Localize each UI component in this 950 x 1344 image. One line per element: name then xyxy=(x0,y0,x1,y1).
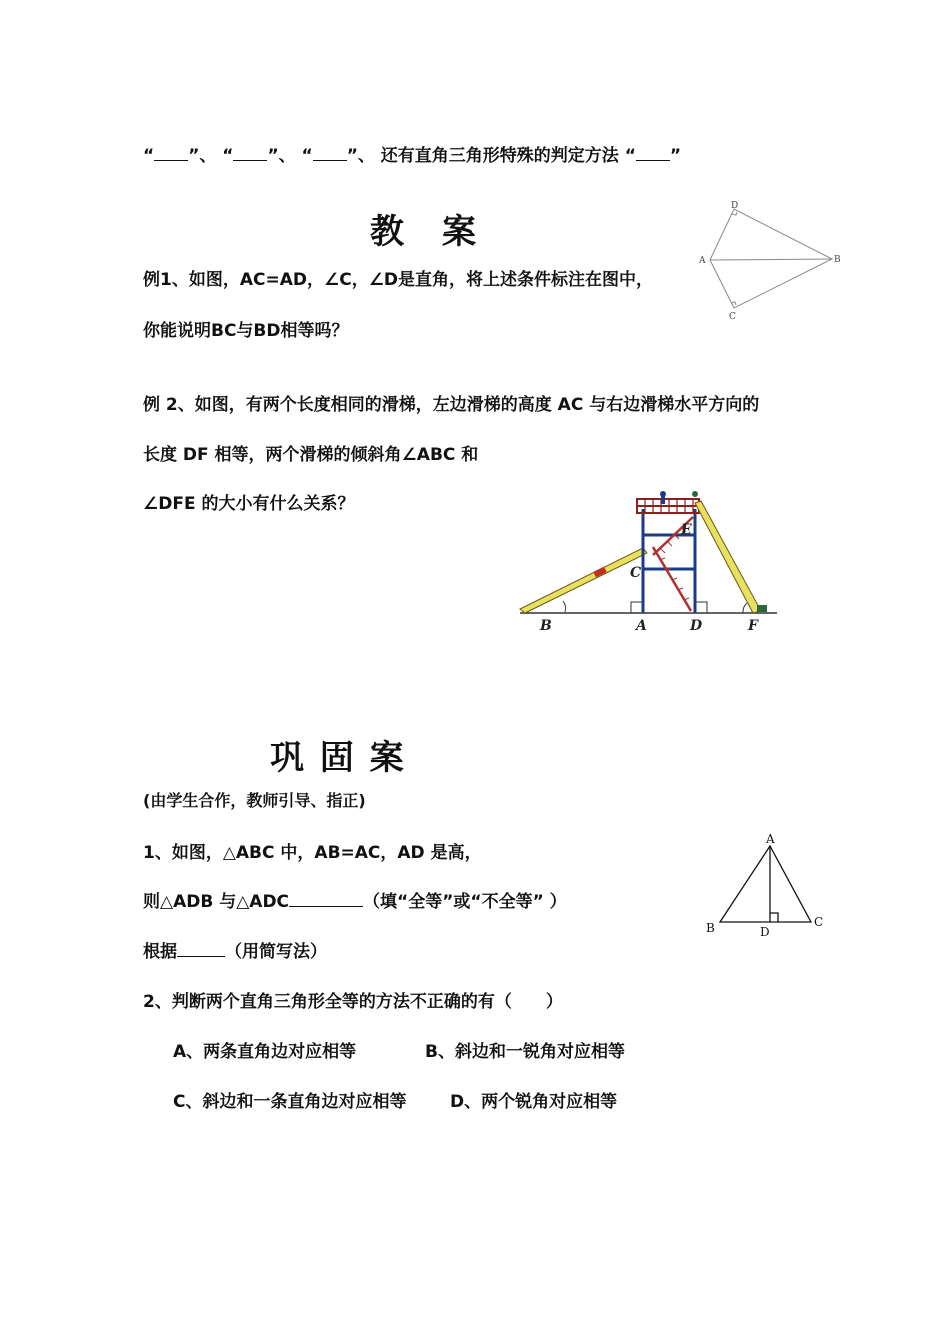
angle-f-arc xyxy=(743,603,747,613)
kite-label-c: C xyxy=(729,312,736,322)
option-a[interactable]: A、两条直角边对应相等 xyxy=(173,1042,357,1062)
triangle-label-c: C xyxy=(814,915,824,929)
example2-line1: 例 2、如图，有两个长度相同的滑梯，左边滑梯的高度 AC 与右边滑梯水平方向的 xyxy=(143,395,760,415)
lesson-plan-title: 教 案 xyxy=(370,212,478,252)
slide-label-a: A xyxy=(636,618,647,634)
consolidation-subtitle: (由学生合作，教师引导、指正) xyxy=(143,791,366,810)
triangle-label-a: A xyxy=(766,832,775,846)
triangle-label-d: D xyxy=(760,925,770,939)
kite-outline xyxy=(710,209,832,308)
kite-label-a: A xyxy=(699,256,706,266)
blank-2[interactable] xyxy=(233,144,267,161)
option-c[interactable]: C、斜边和一条直角边对应相等 xyxy=(173,1092,407,1112)
isosceles-triangle-figure xyxy=(700,828,835,943)
example1-line2: 你能说明BC与BD相等吗？ xyxy=(143,321,349,341)
example2-line2: 长度 DF 相等，两个滑梯的倾斜角∠ABC 和 xyxy=(143,445,479,465)
child-figure-2 xyxy=(692,491,698,497)
reason-answer-blank[interactable] xyxy=(177,940,225,957)
slide-label-c: C xyxy=(630,565,642,581)
example2-line3: ∠DFE 的大小有什么关系？ xyxy=(143,494,355,514)
stair-lower xyxy=(653,547,691,611)
kite-figure xyxy=(696,198,846,323)
question2-stem: 2、判断两个直角三角形全等的方法不正确的有（ ） xyxy=(143,992,563,1012)
blank-3[interactable] xyxy=(313,144,347,161)
right-angle-mark-d xyxy=(696,602,707,613)
slide-label-d: D xyxy=(690,618,703,634)
slide-label-e: E xyxy=(681,522,692,538)
child-figure-3 xyxy=(757,605,767,612)
slide-label-f: F xyxy=(748,618,758,634)
kite-label-d: D xyxy=(731,201,739,211)
right-angle-mark-a xyxy=(631,602,642,613)
triangle-abc xyxy=(720,846,811,922)
triangle-label-b: B xyxy=(706,921,715,935)
blank-1[interactable] xyxy=(154,144,188,161)
left-slide xyxy=(520,548,647,613)
right-slide xyxy=(695,501,761,613)
kite-label-b: B xyxy=(834,255,841,265)
right-angle-mark-d xyxy=(770,913,778,922)
slide-figure xyxy=(515,485,785,635)
blank-4[interactable] xyxy=(636,144,670,161)
angle-b-arc xyxy=(563,601,566,612)
question1-line1: 1、如图，△ABC 中，AB=AC，AD 是高， xyxy=(143,843,482,863)
slide-label-b: B xyxy=(540,618,552,634)
option-b[interactable]: B、斜边和一锐角对应相等 xyxy=(425,1042,625,1062)
kite-diagonal-ab xyxy=(710,259,832,260)
congruence-answer-blank[interactable] xyxy=(289,890,363,907)
option-d[interactable]: D、两个锐角对应相等 xyxy=(450,1092,618,1112)
question1-line2: 则△ADB 与△ADC （填“全等”或“不全等” ） xyxy=(143,892,567,912)
consolidation-title: 巩 固 案 xyxy=(270,738,406,778)
judgement-methods-line: “ ”、 “ ”、 “ ”、 还有直角三角形特殊的判定方法 “ ” xyxy=(143,146,682,166)
question1-line3: 根据 （用简写法） xyxy=(143,942,327,962)
example1-line1: 例1、如图，AC=AD，∠C，∠D是直角，将上述条件标注在图中， xyxy=(143,270,654,290)
